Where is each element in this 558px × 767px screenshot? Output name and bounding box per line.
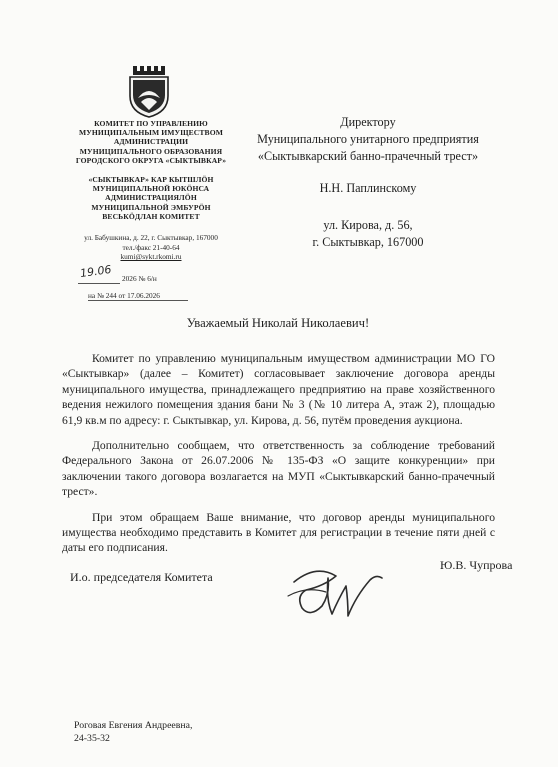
sender-phone: тел./факс 21-40-64 bbox=[122, 242, 180, 252]
sender-name-line: МУНИЦИПАЛЬНЫМ ИМУЩЕСТВОМ bbox=[78, 128, 223, 138]
body-paragraph: При этом обращаем Ваше внимание, что договор аренды муниципального имущества необходимо представить в Комитет для регистрации в течение пяти дней с даты его подписания. bbox=[62, 510, 495, 555]
sender-name-russian bbox=[62, 119, 240, 165]
sender-name-line: ГОРОДСКОГО ОКРУГА «СЫКТЫВКАР» bbox=[75, 155, 227, 165]
sender-name-komi-line: ВЕСЬКӦДЛАН КОМИТЕТ bbox=[102, 211, 200, 221]
executor-phone: 24-35-32 bbox=[74, 732, 110, 744]
outgoing-number-text: 2026 № 6/н bbox=[122, 274, 157, 283]
handwritten-date: 19.06 bbox=[79, 262, 113, 281]
signatory-title: И.о. председателя Комитета bbox=[70, 570, 213, 584]
sender-name-komi-line: АДМИНИСТРАЦИЯЛӦН bbox=[105, 193, 197, 203]
sender-name-line: АДМИНИСТРАЦИИ bbox=[113, 137, 189, 147]
addressee-line: Директору bbox=[340, 115, 396, 129]
body-paragraph: Дополнительно сообщаем, что ответственность за соблюдение требований Федерального Закона от 26.07.2006 № 135-ФЗ «О защите конкуренции» при заключении такого договора возлагается на МУП «Сыктывкарский банно-прачечный трест». bbox=[62, 439, 495, 499]
addressee-block bbox=[248, 114, 488, 251]
sender-name-komi-line: МУНИЦИПАЛЬНОЙ ЭМБУРӦН bbox=[91, 202, 211, 212]
sender-name-line: КОМИТЕТ ПО УПРАВЛЕНИЮ bbox=[94, 119, 208, 128]
outgoing-number bbox=[122, 274, 157, 283]
signatory-name: Ю.В. Чупрова bbox=[440, 558, 513, 572]
handwritten-signature bbox=[276, 556, 386, 628]
sender-name-line: МУНИЦИПАЛЬНОГО ОБРАЗОВАНИЯ bbox=[79, 146, 223, 156]
addressee-name: Н.Н. Паплинскому bbox=[319, 181, 417, 195]
body-paragraph: Комитет по управлению муниципальным имуществом администрации МО ГО «Сыктывкар» (далее – Комитет) согласовывает заключение договора аренды муниципального имущества, принадлежащего предприятию на праве хозяйственного ведения нежилого помещения здания бани № 3 (№ 10 литера А, этаж 2), площадью 61,9 кв.м по адресу: г. Сыктывкар, ул. Кирова, д. 56, путём проведения аукциона. bbox=[62, 352, 495, 427]
executor-block bbox=[74, 720, 192, 745]
addressee-line: Муниципального унитарного предприятия bbox=[257, 132, 479, 146]
sender-name-komi-line: МУНИЦИПАЛЬНОЙ ЮКӦНСА bbox=[92, 184, 210, 194]
sender-address: ул. Бабушкина, д. 22, г. Сыктывкар, 167000 bbox=[84, 233, 218, 242]
reference-underline bbox=[88, 300, 188, 301]
sender-email-link[interactable]: kumi@sykt.rkomi.ru bbox=[120, 252, 182, 262]
date-underline bbox=[78, 283, 120, 284]
addressee-line: «Сыктывкарский банно-прачечный трест» bbox=[257, 149, 479, 163]
coat-of-arms-emblem bbox=[127, 66, 171, 118]
addressee-city: г. Сыктывкар, 167000 bbox=[312, 235, 424, 249]
sender-name-komi bbox=[62, 175, 240, 221]
greeting: Уважаемый Николай Николаевич! bbox=[186, 316, 370, 330]
sender-contacts bbox=[62, 233, 240, 262]
sender-name-komi-line: «СЫКТЫВКАР» КАР КЫТШЛӦН bbox=[88, 175, 214, 184]
addressee-street: ул. Кирова, д. 56, bbox=[323, 218, 413, 232]
executor-name: Роговая Евгения Андреевна, bbox=[74, 720, 193, 731]
reference-number: на № 244 от 17.06.2026 bbox=[88, 291, 160, 300]
letter-body bbox=[62, 351, 495, 566]
